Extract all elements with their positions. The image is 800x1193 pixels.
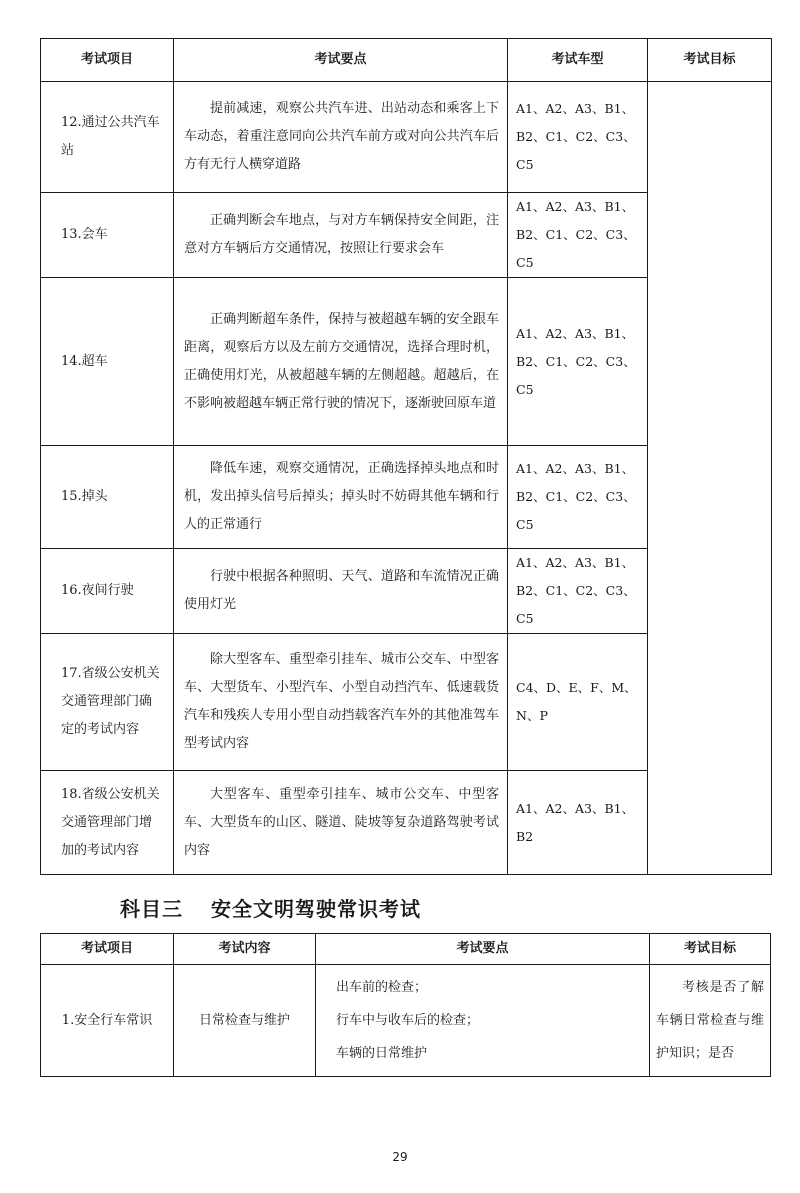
- exam-point-line: 行车中与收车后的检查；: [336, 1013, 480, 1028]
- exam-point-line: 车辆的日常维护: [336, 1046, 428, 1061]
- exam-point-line: 出车前的检查；: [336, 980, 428, 995]
- section-heading: [120, 893, 421, 922]
- table-header-row: [41, 934, 771, 965]
- table-row: [41, 965, 771, 1077]
- exam-points-cell: 正确判断会车地点，与对方车辆保持安全间距，注意对方车辆后方交通情况，按照让行要求会车: [174, 193, 508, 278]
- exam-points-cell: 行驶中根据各种照明、天气、道路和车流情况正确使用灯光: [174, 549, 508, 634]
- exam-points-cell: 降低车速，观察交通情况，正确选择掉头地点和时机，发出掉头信号后掉头；掉头时不妨碍其他车辆和行人的正常通行: [174, 446, 508, 549]
- vehicle-types-cell: C4、D、E、F、M、N、P: [508, 634, 648, 771]
- vehicle-types-cell: A1、A2、A3、B1、B2、C1、C2、C3、C5: [508, 193, 648, 278]
- vehicle-types-cell: A1、A2、A3、B1、B2: [508, 771, 648, 875]
- exam-points-cell: 提前减速，观察公共汽车进、出站动态和乘客上下车动态，着重注意同向公共汽车前方或对向公共汽车后方有无行人横穿道路: [174, 82, 508, 193]
- header-exam-item: 考试项目: [41, 934, 174, 965]
- exam-item-cell: 15.掉头: [41, 446, 174, 549]
- section-heading-title: 安全文明驾驶常识考试: [211, 897, 421, 921]
- header-exam-points: 考试要点: [174, 39, 508, 82]
- vehicle-types-cell: A1、A2、A3、B1、B2、C1、C2、C3、C5: [508, 278, 648, 446]
- exam-item-cell: 1.安全行车常识: [41, 965, 174, 1077]
- exam-goal-cell: [648, 82, 772, 875]
- header-exam-goal: 考试目标: [650, 934, 771, 965]
- table-row: [41, 82, 772, 193]
- header-exam-content: 考试内容: [174, 934, 316, 965]
- exam-item-cell: 18.省级公安机关交通管理部门增加的考试内容: [41, 771, 174, 875]
- exam-points-cell: 除大型客车、重型牵引挂车、城市公交车、中型客车、大型货车、小型汽车、小型自动挡汽车、低速载货汽车和残疾人专用小型自动挡载客汽车外的其他准驾车型考试内容: [174, 634, 508, 771]
- table-header-row: [41, 39, 772, 82]
- exam-points-cell: 正确判断超车条件，保持与被超越车辆的安全跟车距离，观察后方以及左前方交通情况，选择合理时机，正确使用灯光，从被超越车辆的左侧超越。超越后，在不影响被超越车辆正常行驶的情况下，逐渐驶回原车道: [174, 278, 508, 446]
- vehicle-types-cell: A1、A2、A3、B1、B2、C1、C2、C3、C5: [508, 446, 648, 549]
- vehicle-types-cell: A1、A2、A3、B1、B2、C1、C2、C3、C5: [508, 82, 648, 193]
- header-vehicle-types: 考试车型: [508, 39, 648, 82]
- header-exam-goal: 考试目标: [648, 39, 772, 82]
- exam-points-cell: 大型客车、重型牵引挂车、城市公交车、中型客车、大型货车的山区、隧道、陡坡等复杂道路驾驶考试内容: [174, 771, 508, 875]
- exam-item-cell: 17.省级公安机关交通管理部门确定的考试内容: [41, 634, 174, 771]
- header-exam-points: 考试要点: [316, 934, 650, 965]
- exam-points-cell: [316, 965, 650, 1077]
- vehicle-types-cell: A1、A2、A3、B1、B2、C1、C2、C3、C5: [508, 549, 648, 634]
- exam-item-cell: 16.夜间行驶: [41, 549, 174, 634]
- header-exam-item: 考试项目: [41, 39, 174, 82]
- exam-item-cell: 12.通过公共汽车站: [41, 82, 174, 193]
- exam-goal-cell: 考核是否了解车辆日常检查与维护知识；是否: [650, 965, 771, 1077]
- exam-item-cell: 13.会车: [41, 193, 174, 278]
- exam-table-part2: [40, 38, 772, 875]
- section-heading-subject: 科目三: [120, 897, 183, 921]
- exam-table-part3: [40, 933, 771, 1077]
- page-number: 29: [392, 1150, 408, 1164]
- exam-item-cell: 14.超车: [41, 278, 174, 446]
- exam-content-cell: 日常检查与维护: [174, 965, 316, 1077]
